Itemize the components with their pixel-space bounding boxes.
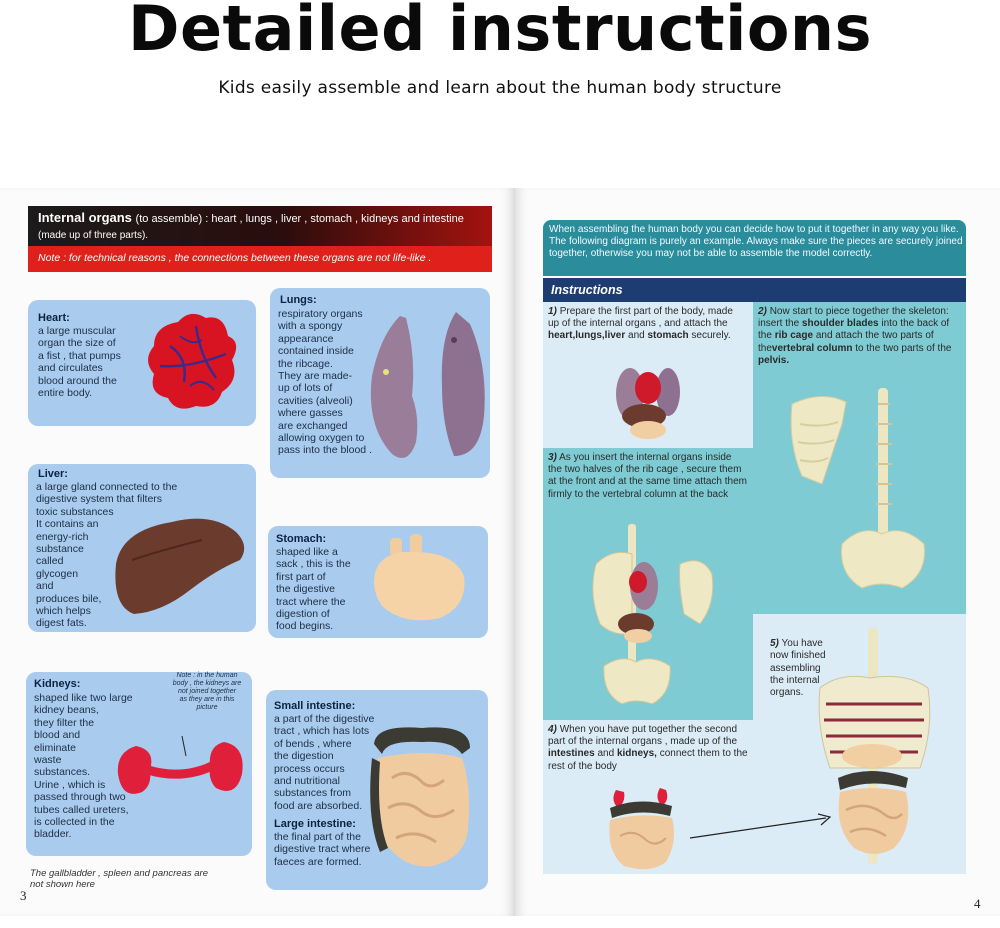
page-title: Detailed instructions — [128, 0, 872, 65]
page-number-right: 4 — [974, 896, 981, 911]
small-intestine-text: a part of the digestive tract , which has lots of bends , where the digestion process occurs and nutritional substances from food are absorbed. — [274, 713, 375, 812]
heart-model-image — [140, 306, 250, 418]
lungs-model-image — [362, 306, 490, 466]
footnote: The gallbladder , spleen and pancreas are not shown here — [30, 868, 208, 890]
heart-card — [28, 300, 256, 426]
step5-complete-model-image — [810, 628, 940, 872]
step1-organs-image — [608, 364, 690, 444]
small-intestine-card — [266, 690, 488, 890]
stomach-title: Stomach: — [276, 533, 327, 545]
small-intestine-title: Small intestine: — [274, 700, 356, 712]
lungs-text: respiratory organs with a spongy appearance contained inside the ribcage. They are made- up of lots of cavities (alveoli) where gasses are exchanged allowing oxygen to pass into the blood . — [278, 308, 372, 457]
step5-text: 5) You have now finished assembling the internal organs. — [770, 638, 826, 699]
stomach-card — [268, 526, 488, 638]
heart-title: Heart: — [38, 312, 70, 324]
kidneys-model-image — [112, 716, 246, 816]
liver-card — [28, 464, 256, 632]
step1-text: 1) Prepare the first part of the body, made up of the internal organs , and attach the heart,lungs,liver and stomach securely. — [548, 306, 733, 342]
internal-organs-title — [38, 210, 464, 225]
liver-title: Liver: — [38, 468, 68, 480]
lungs-card — [270, 288, 490, 478]
step3-skeleton-organs-image — [582, 524, 728, 710]
step4-text: 4) When you have put together the second part of the internal organs , made up of the intestines and kidneys, connect them to the rest of the body — [548, 724, 748, 772]
header-line2: (made up of three parts). — [38, 230, 149, 241]
kidneys-title: Kidneys: — [34, 678, 81, 690]
heart-text: a large muscular organ the size of a fist , that pumps and circulates blood around the entire body. — [38, 325, 121, 400]
liver-text: a large gland connected to the digestive system that filters toxic substances It contains an energy-rich substance called glycogen and produces bile, which helps digest fats. — [36, 481, 178, 630]
assembly-intro-text: When assembling the human body you can decide how to put it together in any way you like. The following diagram is purely an example. Always make sure the pieces are securely joined together, otherwise you may not be able to assemble the model correctly. — [549, 224, 963, 259]
kidneys-text: shaped like two large kidney beans, they filter the blood and eliminate waste substances. Urine , which is passed through two tubes called ureters, is collected in the bladder. — [34, 692, 133, 841]
stomach-text: shaped like a sack , this is the first part of the digestive tract where the digestion of food begins. — [276, 546, 351, 633]
instruction-booklet — [0, 188, 1000, 928]
header-title-sub: (to assemble) : heart , lungs , liver , stomach , kidneys and intestine — [135, 213, 464, 225]
page-subtitle: Kids easily assemble and learn about the human body structure — [218, 78, 782, 98]
page-number-left: 3 — [20, 888, 27, 903]
instructions-bar — [543, 278, 966, 302]
header-title-text: Internal organs — [38, 210, 132, 225]
instructions-title: Instructions — [551, 283, 623, 297]
step2-skeleton-image — [782, 384, 932, 602]
lungs-title: Lungs: — [280, 294, 317, 306]
stomach-model-image — [364, 530, 476, 630]
large-intestine-text: the final part of the digestive tract where faeces are formed. — [274, 831, 371, 868]
technical-note: Note : for technical reasons , the connections between these organs are not life-like . — [38, 252, 432, 264]
internal-organs-header — [28, 206, 492, 246]
liver-model-image — [112, 510, 248, 622]
step2-text: 2) Now start to piece together the skeleton: insert the shoulder blades into the back of the rib cage and attach the two parts of thevertebral column to the two parts of the pelvis. — [758, 306, 952, 366]
kidneys-aside-note: Note : in the human body , the kidneys are not joined together as they are in this picture — [172, 672, 242, 711]
step4-intestines-image — [600, 782, 680, 872]
large-intestine-title: Large intestine: — [274, 818, 356, 830]
booklet-page-left — [0, 188, 515, 916]
kidneys-card — [26, 672, 252, 856]
assembly-intro-box — [543, 220, 966, 276]
step3-text: 3) As you insert the internal organs inside the two halves of the rib cage , secure them at the front and at the same time attach them firmly to the vertebral column at the back — [548, 452, 747, 500]
technical-note-bar — [28, 246, 492, 272]
intestine-model-image — [366, 718, 478, 878]
